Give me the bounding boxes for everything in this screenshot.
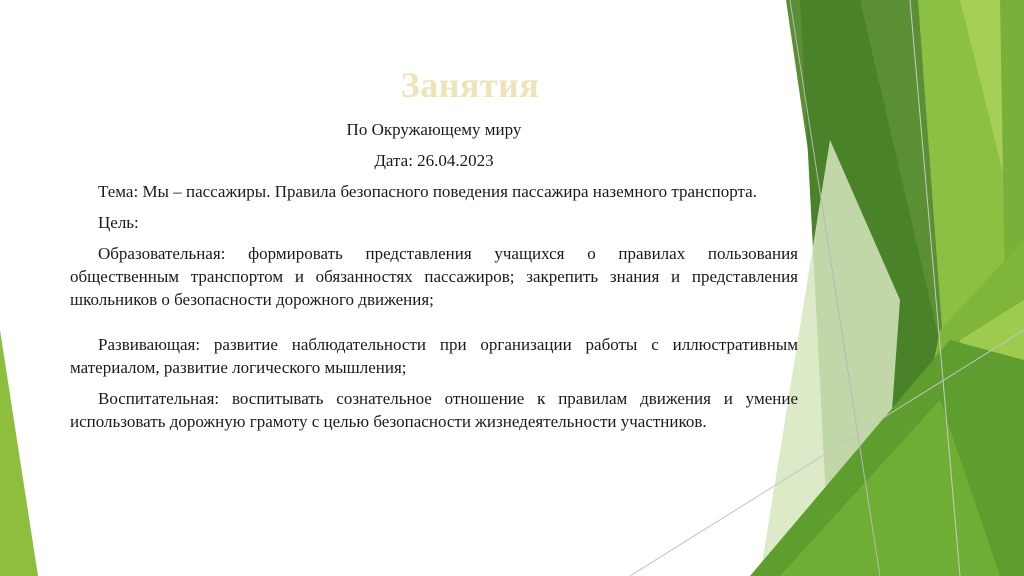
goal-educational: Образовательная: формировать представления учащихся о правилах пользования общественным транспортом и обязанностях пассажиров; закрепить знания и представления школьников о безопасности дорожного движения;	[70, 244, 798, 309]
goal-developmental: Развивающая: развитие наблюдательности при организации работы с иллюстративным материалом, развитие логического мышления;	[70, 335, 798, 377]
slide-title: Занятия	[400, 65, 540, 105]
slide-body	[70, 118, 798, 441]
subject-line: По Окружающему миру	[346, 120, 522, 139]
date-line: Дата: 26.04.2023	[374, 151, 494, 170]
goal-heading: Цель:	[98, 213, 139, 232]
goal-upbringing: Воспитательная: воспитывать сознательное отношение к правилам движения и умение использовать дорожную грамоту с целью безопасности жизнедеятельности участников.	[70, 389, 798, 431]
topic-paragraph: Тема: Мы – пассажиры. Правила безопасного поведения пассажира наземного транспорта.	[98, 182, 757, 201]
